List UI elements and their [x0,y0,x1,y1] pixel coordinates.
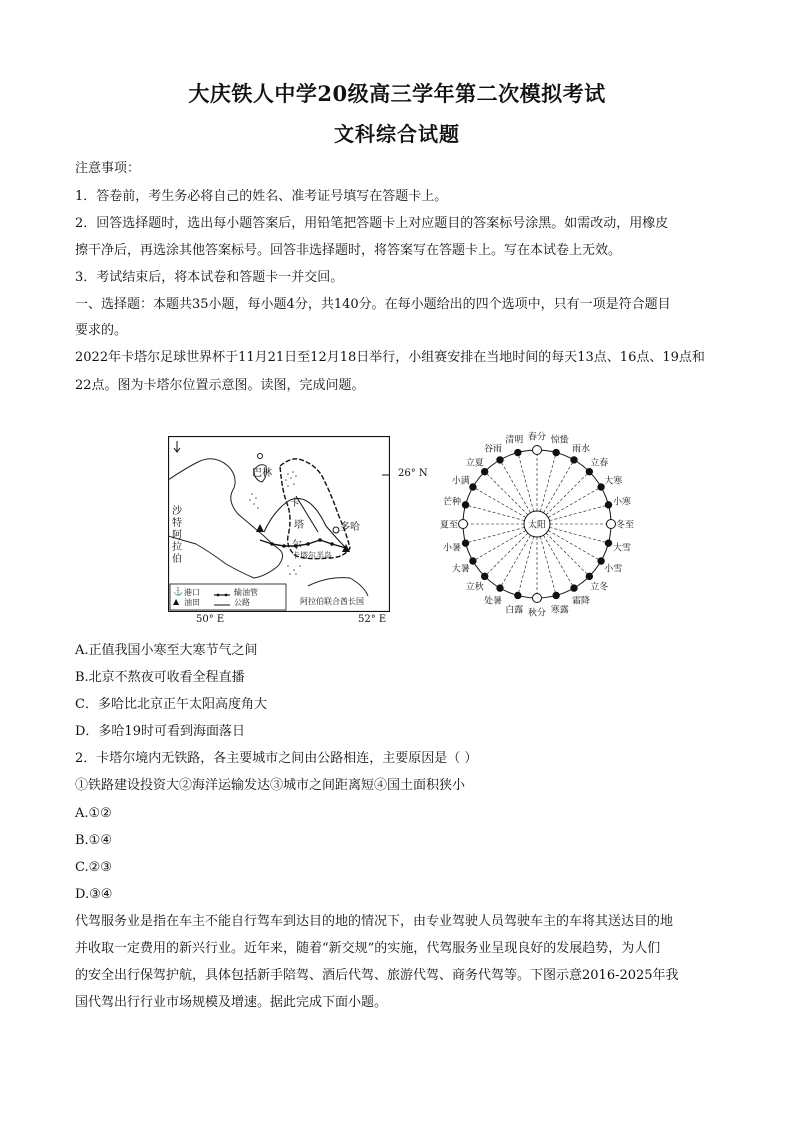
exam-subtitle: 文科综合试题 [334,122,460,146]
section-heading: 一、选择题：本题共35小题，每小题4分，共140分。在每小题给出的四个选项中，只有一项是符合题目 [75,297,671,312]
dial-spoke [544,535,575,588]
dial-spoke [546,533,589,576]
dial-term-dot [553,449,559,455]
dial-spoke [473,487,526,518]
q2-stem: 2．卡塔尔境内无铁路，各主要城市之间由公路相连，主要原因是（ ） [75,751,478,766]
dial-term-label: 寒露 [550,605,569,616]
dial-spoke [466,505,525,521]
saudi-label-4: 拉 [172,542,182,553]
dial-term-label: 霜降 [571,596,591,607]
dial-term-label: 小寒 [612,497,632,508]
latitude-label: 26° N [398,468,428,479]
dial-term-dot [607,520,616,529]
dial-center-label: 太阳 [527,520,547,531]
dial-term-dot [605,540,611,546]
dial-term-label: 立秋 [465,582,484,593]
q1-option-a: A.正值我国小寒至大寒节气之间 [75,643,258,658]
dial-term-label: 雨水 [571,444,591,455]
solar-terms-dial [439,432,640,619]
passage2-line1: 代驾服务业是指在车主不能自行驾车到达目的地的情况下，由专业驾驶人员驾驶车主的车将其送达目的地 [75,914,674,929]
qatar-label-1: 卡 [290,498,300,509]
dial-term-label: 立冬 [590,582,609,593]
doha-label: 多哈 [340,522,360,533]
qatar-label-2: 塔 [294,520,304,531]
passage1-line1: 2022年卡塔尔足球世界杯于11月21日至12月18日举行，小组赛安排在当地时间的每天13点、16点、19点和 [75,350,705,365]
dial-term-label: 秋分 [527,608,547,619]
passage1-line2: 22点。图为卡塔尔位置示意图。读图，完成问题。 [75,378,365,393]
saudi-label-3: 阿 [172,530,182,541]
dial-term-label: 清明 [505,435,524,446]
dial-term-label: 小雪 [604,564,623,575]
q1-option-c: C．多哈比北京正午太阳高度角大 [75,697,267,712]
q2-option-d: D.③④ [75,887,113,902]
notice-item-1: 1．答卷前，考生务必将自己的姓名、准考证号填写在答题卡上。 [75,189,448,204]
section-heading-cont: 要求的。 [75,323,128,338]
dial-spoke [518,537,534,596]
exam-title: 大庆铁人中学20级高三学年第二次模拟考试 [188,81,606,106]
passage2-line4: 国代驾出行行业市场规模及增速。据此完成下面小题。 [75,995,388,1010]
dial-term-dot [553,592,559,598]
dial-spoke [544,460,575,513]
saudi-label-5: 伯 [172,554,182,565]
saudi-label-2: 特 [172,518,182,529]
notice-item-3: 3．考试结束后，将本试卷和答题卡一并交回。 [75,270,344,285]
dial-term-label: 谷雨 [483,444,503,455]
legend-road-label: 公路 [234,598,250,607]
dial-term-dot [459,520,468,529]
dial-spoke [548,531,601,562]
dial-term-dot [571,457,577,463]
longitude-left-label: 50° E [196,614,225,625]
longitude-right-label: 52° E [358,614,387,625]
dial-term-label: 春分 [527,432,547,443]
dial-term-dot [470,484,476,490]
q2-option-c: C.②③ [75,860,112,875]
dial-spoke [500,460,531,513]
dial-term-dot [586,468,592,474]
q2-option-a: A.①② [75,806,112,821]
dial-spoke [466,527,525,543]
dial-spoke [540,453,556,512]
dial-spoke [485,533,528,576]
dial-term-label: 芒种 [442,497,461,508]
legend-port-icon: ⚓ [173,587,183,596]
dial-term-label: 立夏 [465,458,484,469]
dial-spoke [473,531,526,562]
dial-term-label: 大寒 [604,476,623,487]
dial-term-label: 白露 [505,605,524,616]
dial-term-dot [586,573,592,579]
dial-spoke [500,535,531,588]
q1-option-d: D．多哈19时可看到海面落日 [75,724,245,739]
dial-spoke [540,537,556,596]
legend-oilfield-icon: ▲ [173,597,180,606]
q2-reasons: ①铁路建设投资大②海洋运输发达③城市之间距离短④国土面积狭小 [75,778,466,793]
dial-spoke [548,487,601,518]
dial-term-dot [515,592,521,598]
uae-label: 阿拉伯联合酋长国 [300,597,364,606]
dial-term-dot [470,558,476,564]
dial-term-dot [515,449,521,455]
dial-term-dot [462,502,468,508]
qatar-label-3: 尔 [292,540,302,551]
dial-spoke [550,527,609,543]
notice-item-2-cont: 擦干净后，再选涂其他答案标号。回答非选择题时，将答案写在答题卡上。写在本试卷上无效。 [75,243,622,258]
dial-term-dot [571,585,577,591]
dial-term-dot [533,594,542,603]
dial-term-label: 小暑 [442,543,461,554]
dial-term-dot [533,446,542,455]
dial-term-dot [497,585,503,591]
dial-spoke [518,453,534,512]
dial-term-label: 夏至 [439,520,459,531]
legend-pipeline-label: 输油管 [234,588,258,597]
passage2-line2: 并收取一定费用的新兴行业。近年来，随着“新交规”的实施，代驾服务业呈现良好的发展趋势，为人们 [75,941,661,956]
legend-port-label: 港口 [184,588,200,597]
notice-item-2: 2．回答选择题时，选出每小题答案后，用铅笔把答题卡上对应题目的答案标号涂黑。如需改动，用橡皮 [75,216,669,231]
dial-term-label: 冬至 [615,520,635,531]
passage2-line3: 的安全出行保驾护航，具体包括新手陪驾、酒后代驾、旅游代驾、商务代驾等。下图示意2016-2025年我 [75,968,679,983]
dial-term-label: 惊蛰 [550,435,569,446]
bahrain-label: 巴林 [252,468,272,479]
qatar-location-map [168,436,428,625]
dial-spoke [550,505,609,521]
dial-term-label: 小满 [451,476,470,487]
q1-option-b: B.北京不熬夜可收看全程直播 [75,670,245,685]
legend-oilfield-label: 油田 [184,598,200,607]
dial-term-label: 大雪 [612,543,632,554]
dial-term-dot [605,502,611,508]
dial-term-label: 处暑 [483,596,503,607]
dial-spoke [546,472,589,515]
dial-term-dot [481,468,487,474]
peninsula-label: 卡塔尔半岛 [292,551,332,560]
q2-option-b: B.①④ [75,833,112,848]
notice-heading: 注意事项： [75,161,141,176]
dial-term-dot [462,540,468,546]
dial-term-label: 大暑 [451,564,470,575]
saudi-label-1: 沙 [172,506,182,517]
dial-term-label: 立春 [590,458,609,469]
dial-term-dot [481,573,487,579]
dial-term-dot [497,457,503,463]
dial-spoke [485,472,528,515]
